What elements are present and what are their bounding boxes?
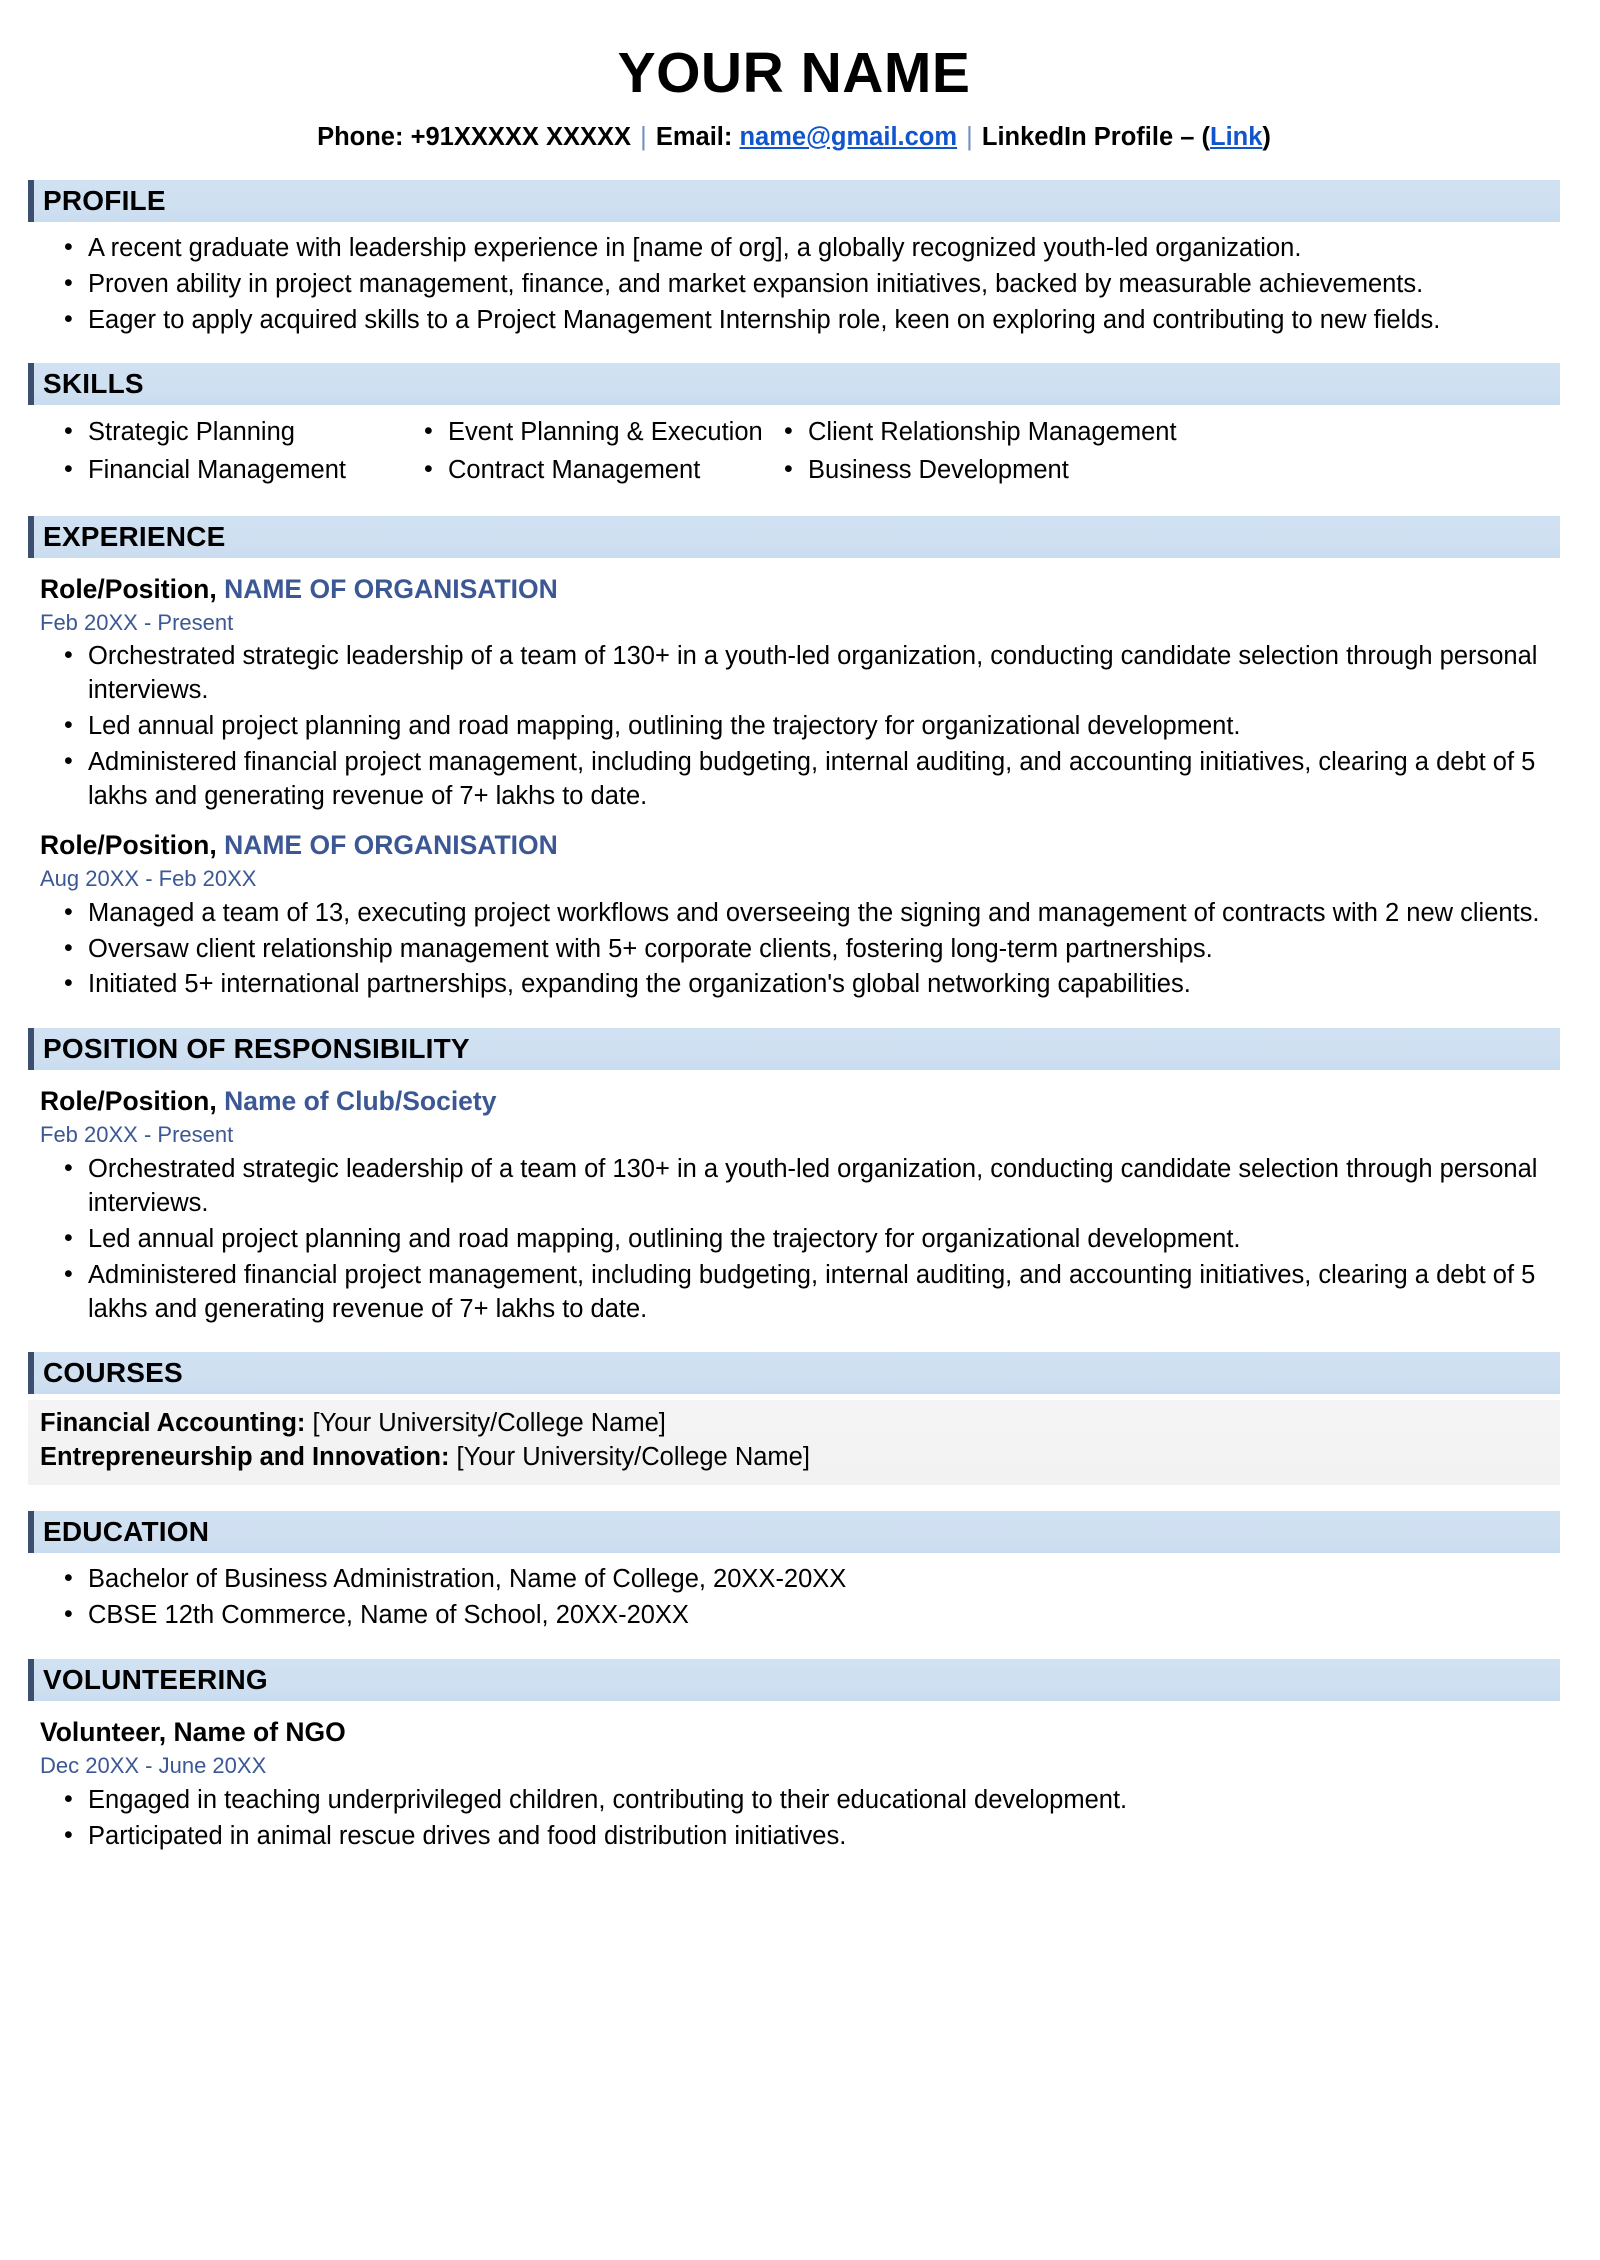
courses-body xyxy=(28,1400,1560,1485)
list-item: • Participated in animal rescue drives and food distribution initiatives. xyxy=(40,1820,1560,1854)
entry-bullet-list xyxy=(40,1153,1560,1327)
linkedin-link[interactable]: Link xyxy=(1210,122,1263,151)
list-item: • Client Relationship Management xyxy=(760,415,1560,450)
profile-bullet-list xyxy=(40,232,1560,338)
list-item: • Financial Management xyxy=(40,453,400,488)
entry-role: Role/Position, xyxy=(40,1086,217,1117)
entry-role: Role/Position, xyxy=(40,573,217,604)
list-item: • Initiated 5+ international partnerships, expanding the organization's global networking capabilities. xyxy=(40,968,1560,1002)
list-item: • CBSE 12th Commerce, Name of School, 20XX-20XX xyxy=(40,1599,1560,1633)
experience-entry xyxy=(28,829,1560,1002)
entry-organisation: Name of Club/Society xyxy=(224,1086,497,1117)
skills-grid xyxy=(28,405,1560,489)
list-item: • Led annual project planning and road mapping, outlining the trajectory for organizational development. xyxy=(40,1223,1560,1257)
list-item: • Eager to apply acquired skills to a Project Management Internship role, keen on exploring and contributing to new fields. xyxy=(40,304,1560,338)
contact-separator-2: | xyxy=(966,122,973,151)
list-item: • A recent graduate with leadership experience in [name of org], a globally recognized youth-led organization. xyxy=(40,232,1560,266)
email-link[interactable]: name@gmail.com xyxy=(739,122,958,151)
course-detail: [Your University/College Name] xyxy=(456,1443,810,1472)
education-body xyxy=(28,1553,1560,1633)
experience-entry xyxy=(28,573,1560,814)
linkedin-label: LinkedIn Profile – ( xyxy=(981,122,1210,151)
section-header-profile xyxy=(28,180,1560,222)
list-item: • Administered financial project management, including budgeting, internal auditing, and accounting initiatives, clearing a debt of 5 lakhs and generating revenue of 7+ lakhs to date. xyxy=(40,1259,1560,1327)
list-item: • Oversaw client relationship management with 5+ corporate clients, fostering long-term partnerships. xyxy=(40,933,1560,967)
section-header-courses xyxy=(28,1352,1560,1394)
entry-date: Aug 20XX - Feb 20XX xyxy=(40,866,257,892)
phone-value: +91XXXXX XXXXX xyxy=(410,122,632,151)
list-item: • Event Planning & Execution xyxy=(400,415,760,450)
section-title: POSITION OF RESPONSIBILITY xyxy=(43,1033,470,1065)
course-name: Entrepreneurship and Innovation: xyxy=(40,1443,450,1472)
list-item: • Managed a team of 13, executing project workflows and overseeing the signing and management of contracts with 2 new clients. xyxy=(40,897,1560,931)
section-header-volunteering xyxy=(28,1659,1560,1701)
contact-line xyxy=(28,122,1560,154)
volunteering-entry xyxy=(28,1716,1560,1853)
profile-body xyxy=(28,222,1560,338)
entry-organisation: NAME OF ORGANISATION xyxy=(224,573,558,604)
list-item: • Business Development xyxy=(760,453,1560,488)
entry-heading xyxy=(40,1085,1560,1118)
course-detail: [Your University/College Name] xyxy=(312,1409,666,1438)
section-title: EXPERIENCE xyxy=(43,520,226,552)
section-header-position-of-responsibility xyxy=(28,1028,1560,1070)
course-name: Financial Accounting: xyxy=(40,1409,306,1438)
entry-heading xyxy=(40,573,1560,606)
entry-heading: Volunteer, Name of NGO xyxy=(40,1717,346,1748)
section-title: PROFILE xyxy=(43,184,166,216)
responsibility-entry xyxy=(28,1085,1560,1326)
section-header-skills xyxy=(28,363,1560,405)
entry-date: Dec 20XX - June 20XX xyxy=(40,1753,267,1779)
section-header-experience xyxy=(28,516,1560,558)
list-item xyxy=(40,1407,1548,1441)
phone-label: Phone: xyxy=(317,122,404,151)
list-item: • Bachelor of Business Administration, Name of College, 20XX-20XX xyxy=(40,1563,1560,1597)
entry-organisation: NAME OF ORGANISATION xyxy=(224,829,558,860)
email-label: Email: xyxy=(655,122,733,151)
section-title: VOLUNTEERING xyxy=(43,1664,268,1696)
section-title: SKILLS xyxy=(43,368,144,400)
education-bullet-list xyxy=(40,1563,1560,1633)
page-title: YOUR NAME xyxy=(617,41,971,105)
section-title: COURSES xyxy=(43,1357,183,1389)
section-header-education xyxy=(28,1511,1560,1553)
list-item xyxy=(40,1441,1548,1475)
contact-separator-1: | xyxy=(640,122,647,151)
list-item: • Proven ability in project management, finance, and market expansion initiatives, backed by measurable achievements. xyxy=(40,268,1560,302)
entry-date: Feb 20XX - Present xyxy=(40,1122,234,1148)
list-item: • Administered financial project management, including budgeting, internal auditing, and accounting initiatives, clearing a debt of 5 lakhs and generating revenue of 7+ lakhs to date. xyxy=(40,746,1560,814)
entry-heading xyxy=(40,829,1560,862)
linkedin-close-paren: ) xyxy=(1262,122,1271,151)
list-item: • Contract Management xyxy=(400,453,760,488)
list-item: • Strategic Planning xyxy=(40,415,400,450)
entry-bullet-list xyxy=(40,1784,1560,1854)
list-item: • Orchestrated strategic leadership of a team of 130+ in a youth-led organization, conducting candidate selection through personal interviews. xyxy=(40,640,1560,708)
entry-role: Role/Position, xyxy=(40,829,217,860)
entry-bullet-list xyxy=(40,640,1560,814)
list-item: • Orchestrated strategic leadership of a team of 130+ in a youth-led organization, conducting candidate selection through personal interviews. xyxy=(40,1153,1560,1221)
list-item: • Led annual project planning and road mapping, outlining the trajectory for organizational development. xyxy=(40,710,1560,744)
entry-date: Feb 20XX - Present xyxy=(40,609,234,635)
entry-bullet-list xyxy=(40,897,1560,1003)
list-item: • Engaged in teaching underprivileged children, contributing to their educational development. xyxy=(40,1784,1560,1818)
section-title: EDUCATION xyxy=(43,1516,210,1548)
